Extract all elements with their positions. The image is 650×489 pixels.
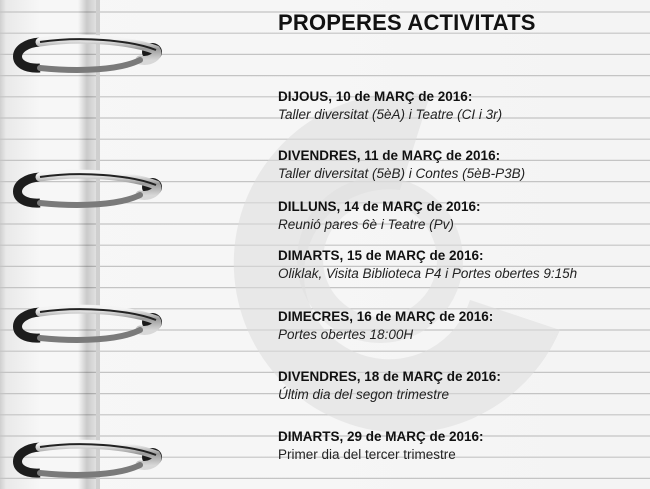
spiral-ring [18,174,163,205]
spiral-ring [18,309,163,340]
activity-description: Taller diversitat (5èB) i Contes (5èB-P3B) [278,166,526,181]
activity-date: DIMARTS, 15 de MARÇ de 2016: [278,248,484,263]
activity-description: Últim dia del segon trimestre [278,387,450,402]
activity-entry [278,308,648,344]
spiral-ring [18,444,163,475]
activity-description: Reunió pares 6è i Teatre (Pv) [278,217,454,232]
activity-entry [278,147,648,183]
activity-entry [278,198,648,234]
activity-date: DIVENDRES, 18 de MARÇ de 2016: [278,369,501,384]
activity-date: DIVENDRES, 11 de MARÇ de 2016: [278,148,501,163]
activity-date: DILLUNS, 14 de MARÇ de 2016: [278,199,481,214]
activities-panel [278,8,648,462]
activity-description: Taller diversitat (5èA) i Teatre (CI i 3r) [278,107,503,122]
spiral-ring [18,39,163,70]
activity-entry [278,428,648,464]
activity-entry [278,368,648,404]
activity-description: Portes obertes 18:00H [278,327,414,342]
page-title: PROPERES ACTIVITATS [278,10,536,35]
activity-date: DIMECRES, 16 de MARÇ de 2016: [278,309,494,324]
activity-description: Oliklak, Visita Biblioteca P4 i Portes obertes 9:15h [278,266,578,281]
activity-entry [278,247,648,283]
activity-date: DIMARTS, 29 de MARÇ de 2016: [278,429,484,444]
activity-entry [278,88,648,124]
activity-description: Primer dia del tercer trimestre [278,447,456,462]
activity-date: DIJOUS, 10 de MARÇ de 2016: [278,89,473,104]
